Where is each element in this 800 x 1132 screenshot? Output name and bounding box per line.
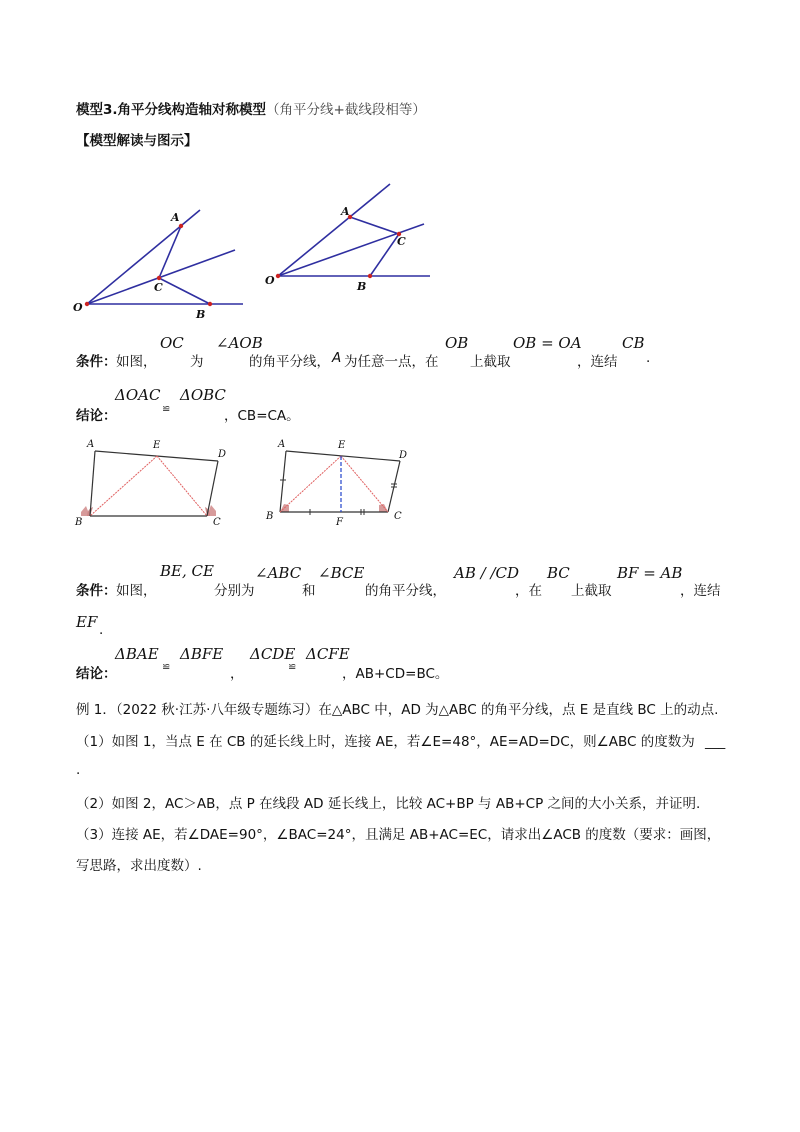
model2-comma: ， xyxy=(230,666,244,682)
example-q1-text: （1）如图 1，当点 E 在 CB 的延长线上时，连接 AE，若∠E=48°，AE=AD=DC，则∠ABC 的度数为 xyxy=(76,734,695,750)
figure-trapezoid xyxy=(70,432,430,532)
section-title-bold: 模型3.角平分线构造轴对称模型 xyxy=(76,102,267,118)
model2-cond-text1: 如图， xyxy=(116,583,157,599)
model2-cond-end: . xyxy=(99,622,104,638)
model2-concl-label: 结论： xyxy=(76,666,117,682)
example-question-3-line2: 写思路，求出度数）. xyxy=(76,858,202,874)
model2-cong1: ≌ xyxy=(162,662,171,673)
model1-cond-end: . xyxy=(646,350,651,366)
figure1-left-diagram xyxy=(73,210,243,321)
example-q1-end: . xyxy=(76,762,81,778)
model1-cond-label: 条件： xyxy=(76,354,117,370)
model2-math-cde: ΔCDE xyxy=(250,645,296,663)
fig2-right-label-c: C xyxy=(394,511,402,522)
example-question-3-line1: （3）连接 AE，若∠DAE=90°，∠BAC=24°，且满足 AB+AC=EC，请求出∠ACB 的度数（要求：画图， xyxy=(76,827,721,843)
model1-cond-text2: 的角平分线， xyxy=(249,354,330,370)
model1-math-oac: ΔOAC xyxy=(115,386,161,404)
model1-cong: ≌ xyxy=(162,404,171,415)
fig1-left-label-b: B xyxy=(196,308,206,321)
model1-cond-text3: 为任意一点，在 xyxy=(344,354,439,370)
fig1-right-label-b: B xyxy=(357,280,367,293)
model1-math-obc: ΔOBC xyxy=(180,386,226,404)
fig2-right-label-f: F xyxy=(336,517,343,528)
model2-math-bfe: ΔBFE xyxy=(180,645,224,663)
model2-cond-text5: 上截取 xyxy=(571,583,612,599)
fig2-left-label-e: E xyxy=(153,440,161,451)
fig2-left-label-c: C xyxy=(213,517,221,528)
figure-angle-bisector xyxy=(60,178,460,323)
example-q1-blank: ___ xyxy=(705,734,726,750)
model1-cond-text1: 如图， xyxy=(116,354,157,370)
model1-cond-text5: ，连结 xyxy=(577,354,618,370)
model1-concl-text: ，CB=CA。 xyxy=(224,408,300,424)
fig2-right-label-e: E xyxy=(338,440,346,451)
model1-math-ob: OB xyxy=(445,334,469,352)
model1-math-cb: CB xyxy=(622,334,645,352)
model2-cond-text3: 的角平分线， xyxy=(365,583,446,599)
model2-cond-label: 条件： xyxy=(76,583,117,599)
model2-math-bce: ∠BCE xyxy=(318,564,365,582)
fig1-left-label-o: O xyxy=(73,301,83,314)
model2-cong2: ≌ xyxy=(288,662,297,673)
example-question-1 xyxy=(76,730,725,750)
fig2-right-label-b: B xyxy=(266,511,274,522)
fig1-left-label-c: C xyxy=(154,281,163,294)
model2-math-be-ce: BE, CE xyxy=(160,562,214,580)
model2-math-cfe: ΔCFE xyxy=(306,645,350,663)
model2-math-ab-cd: AB / /CD xyxy=(454,564,520,582)
model2-math-bae: ΔBAE xyxy=(115,645,159,663)
model2-cond-he: 和 xyxy=(302,583,316,599)
fig1-left-label-a: A xyxy=(171,211,180,224)
section-title-note: （角平分线+截线段相等） xyxy=(266,102,426,118)
model2-math-bf-ab: BF = AB xyxy=(617,564,683,582)
fig1-right-label-c: C xyxy=(397,235,406,248)
model1-cond-a: A xyxy=(332,350,342,366)
example-intro: 例 1．（2022 秋·江苏·八年级专题练习）在△ABC 中，AD 为△ABC 的角平分线，点 E 是直线 BC 上的动点. xyxy=(76,702,719,718)
model1-math-aob: ∠AOB xyxy=(216,334,263,352)
figure1-right-diagram xyxy=(265,184,430,293)
fig2-left-label-a: A xyxy=(87,439,95,450)
fig2-right-label-d: D xyxy=(399,450,408,461)
fig1-right-label-a: A xyxy=(341,205,350,218)
model1-math-oc: OC xyxy=(160,334,184,352)
model2-math-abc: ∠ABC xyxy=(255,564,302,582)
figure2-left-diagram xyxy=(74,439,226,528)
model1-cond-text4: 上截取 xyxy=(470,354,511,370)
fig1-right-label-o: O xyxy=(265,274,275,287)
model2-cond-text6: ，连结 xyxy=(680,583,721,599)
figure2-right-diagram xyxy=(265,439,407,528)
model2-cond-text2: 分别为 xyxy=(214,583,255,599)
model1-cond-wei: 为 xyxy=(190,354,204,370)
model2-math-bc: BC xyxy=(547,564,570,582)
section-title xyxy=(76,98,426,118)
fig2-right-label-a: A xyxy=(278,439,286,450)
example-question-2: （2）如图 2，AC＞AB，点 P 在线段 AD 延长线上，比较 AC+BP 与 AB+CP 之间的大小关系，并证明. xyxy=(76,796,701,812)
fig2-left-label-b: B xyxy=(75,517,83,528)
section-subheading: 【模型解读与图示】 xyxy=(76,133,198,149)
fig2-left-label-d: D xyxy=(218,449,227,460)
model2-cond-text4: ，在 xyxy=(515,583,542,599)
model1-math-ob-oa: OB = OA xyxy=(513,334,582,352)
model2-concl-text: ，AB+CD=BC。 xyxy=(342,666,449,682)
model2-math-ef: EF xyxy=(76,613,98,631)
model1-concl-label: 结论： xyxy=(76,408,117,424)
